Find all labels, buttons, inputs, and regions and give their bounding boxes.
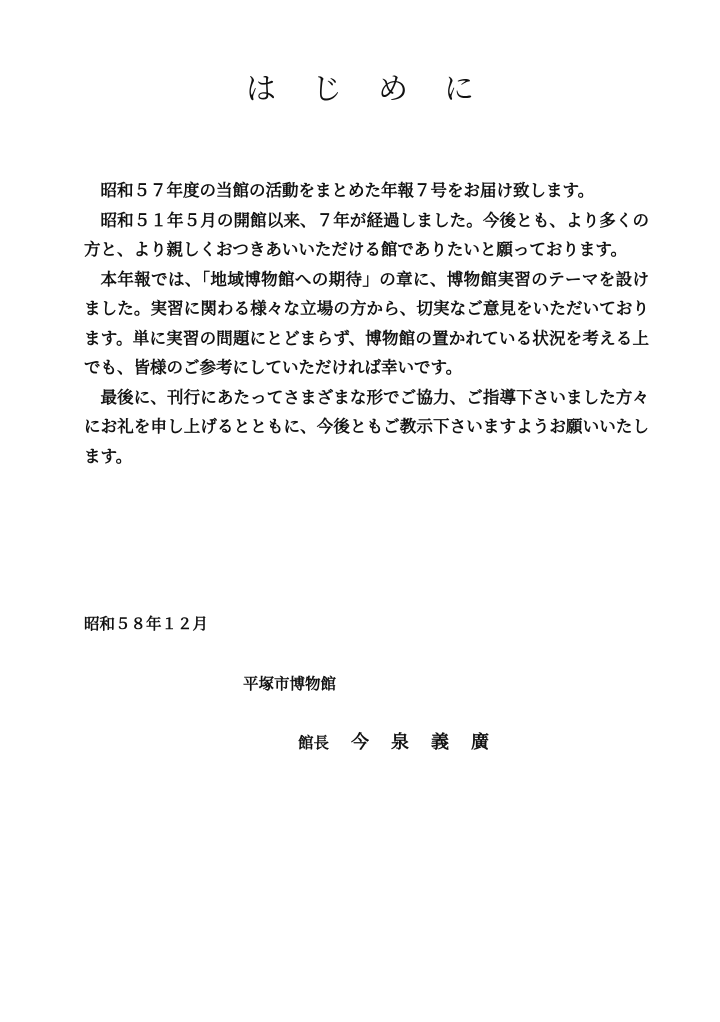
paragraph-4: 最後に、刊行にあたってさまざまな形でご協力、ご指導下さいました方々にお礼を申し上げるとともに、今後ともご教示下さいますようお願いいたします。 — [84, 387, 649, 466]
organization-name: 平塚市博物館 — [243, 675, 337, 693]
issue-date: 昭和５８年１２月 — [84, 615, 209, 633]
page-title: はじめに — [246, 72, 510, 107]
paragraph-2: 昭和５１年５月の開館以来、７年が経過しました。今後とも、より多くの方と、より親しくおつきあいいただける館でありたいと願っております。 — [84, 210, 649, 259]
signature-name: 今泉義廣 — [351, 732, 512, 753]
paragraph-1: 昭和５７年度の当館の活動をまとめた年報７号をお届け致します。 — [100, 181, 595, 200]
paragraph-3: 本年報では、「地域博物館への期待」の章に、博物館実習のテーマを設けました。実習に関わる様々な立場の方から、切実なご意見をいただいております。単に実習の問題にとどまらず、博物館の置かれている状況を考える上でも、皆様のご参考にしていただければ幸いです。 — [84, 269, 649, 377]
body-text — [84, 176, 649, 471]
signature-role: 館長 — [298, 734, 330, 752]
signature-block — [298, 728, 511, 754]
